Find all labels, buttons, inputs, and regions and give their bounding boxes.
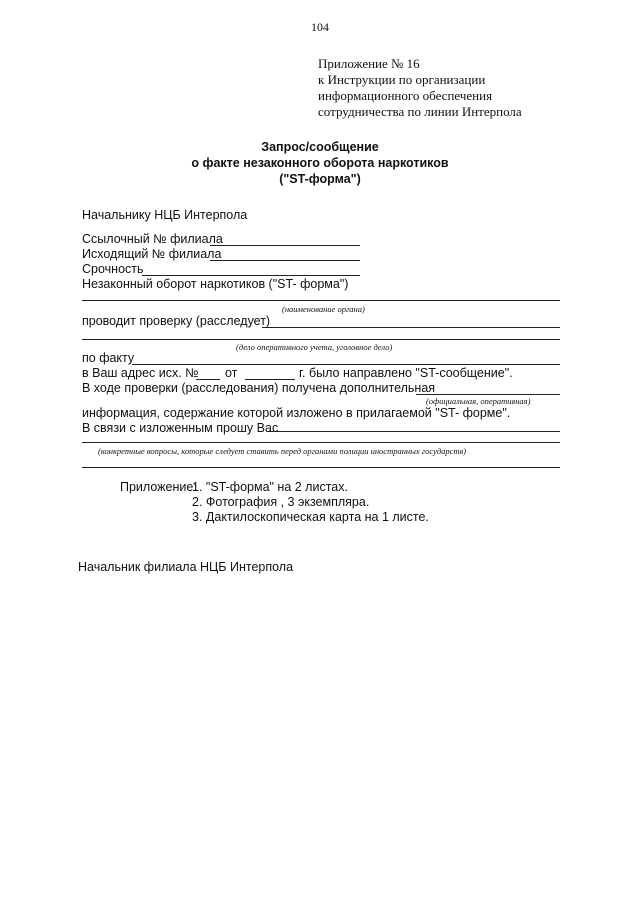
appendix-line: Приложение № 16 [318, 56, 420, 71]
sent-date-line[interactable] [245, 379, 295, 380]
outgoing-number-label: Исходящий № филиала [82, 247, 222, 261]
checks-line[interactable] [262, 327, 560, 328]
appendix-line: сотрудничества по линии Интерпола [318, 104, 522, 119]
request-label: В связи с изложенным прошу Вас [82, 421, 279, 435]
sent-result-label: г. было направлено "ST-сообщение". [299, 366, 513, 380]
title-line-3: ("ST-форма") [279, 172, 361, 186]
sent-number-line[interactable] [196, 379, 220, 380]
request-line-2[interactable] [82, 442, 560, 443]
appendix-line: информационного обеспечения [318, 88, 493, 103]
title-line-2: о факте незаконного оборота наркотиков [191, 156, 449, 170]
request-line[interactable] [268, 431, 560, 432]
fact-label: по факту [82, 351, 135, 365]
questions-hint: (конкретные вопросы, которые следует ставить перед органами полиции иностранных государств) [98, 446, 467, 456]
attachment-item: 1. "ST-форма" на 2 листах. [192, 480, 348, 494]
info-label: информация, содержание которой изложено в прилагаемой "ST- форме". [82, 406, 511, 420]
attachment-item: 3. Дактилоскопическая карта на 1 листе. [192, 510, 429, 524]
organ-line[interactable] [82, 300, 560, 301]
urgency-line[interactable] [142, 275, 360, 276]
case-hint: (дело оперативного учета, уголовное дело) [236, 342, 393, 352]
sent-label: в Ваш адрес исх. № [82, 366, 199, 380]
received-label: В ходе проверки (расследования) получена дополнительная [82, 381, 436, 395]
subject-label: Незаконный оборот наркотиков ("ST- форма") [82, 277, 349, 291]
request-line-3[interactable] [82, 467, 560, 468]
received-line[interactable] [416, 394, 560, 395]
sent-from-label: от [225, 366, 238, 380]
signature: Начальник филиала НЦБ Интерпола [78, 560, 294, 574]
checks-line-2[interactable] [82, 339, 560, 340]
urgency-label: Срочность [82, 262, 144, 276]
attachments-label: Приложение: [120, 480, 197, 494]
outgoing-number-line[interactable] [210, 260, 360, 261]
attachment-item: 2. Фотография , 3 экземпляра. [192, 495, 370, 509]
addressee: Начальнику НЦБ Интерпола [82, 208, 248, 222]
page-number: 104 [311, 20, 329, 34]
info-hint: (официальная, оперативная) [426, 396, 531, 406]
organ-hint: (наименование органа) [282, 304, 365, 314]
title-line-1: Запрос/сообщение [261, 140, 379, 154]
appendix-line: к Инструкции по организации [318, 72, 486, 87]
checks-label: проводит проверку (расследует) [82, 314, 271, 328]
fact-line[interactable] [132, 364, 560, 365]
ref-number-label: Ссылочный № филиала [82, 232, 223, 246]
appendix-block [318, 56, 522, 120]
ref-number-line[interactable] [210, 245, 360, 246]
